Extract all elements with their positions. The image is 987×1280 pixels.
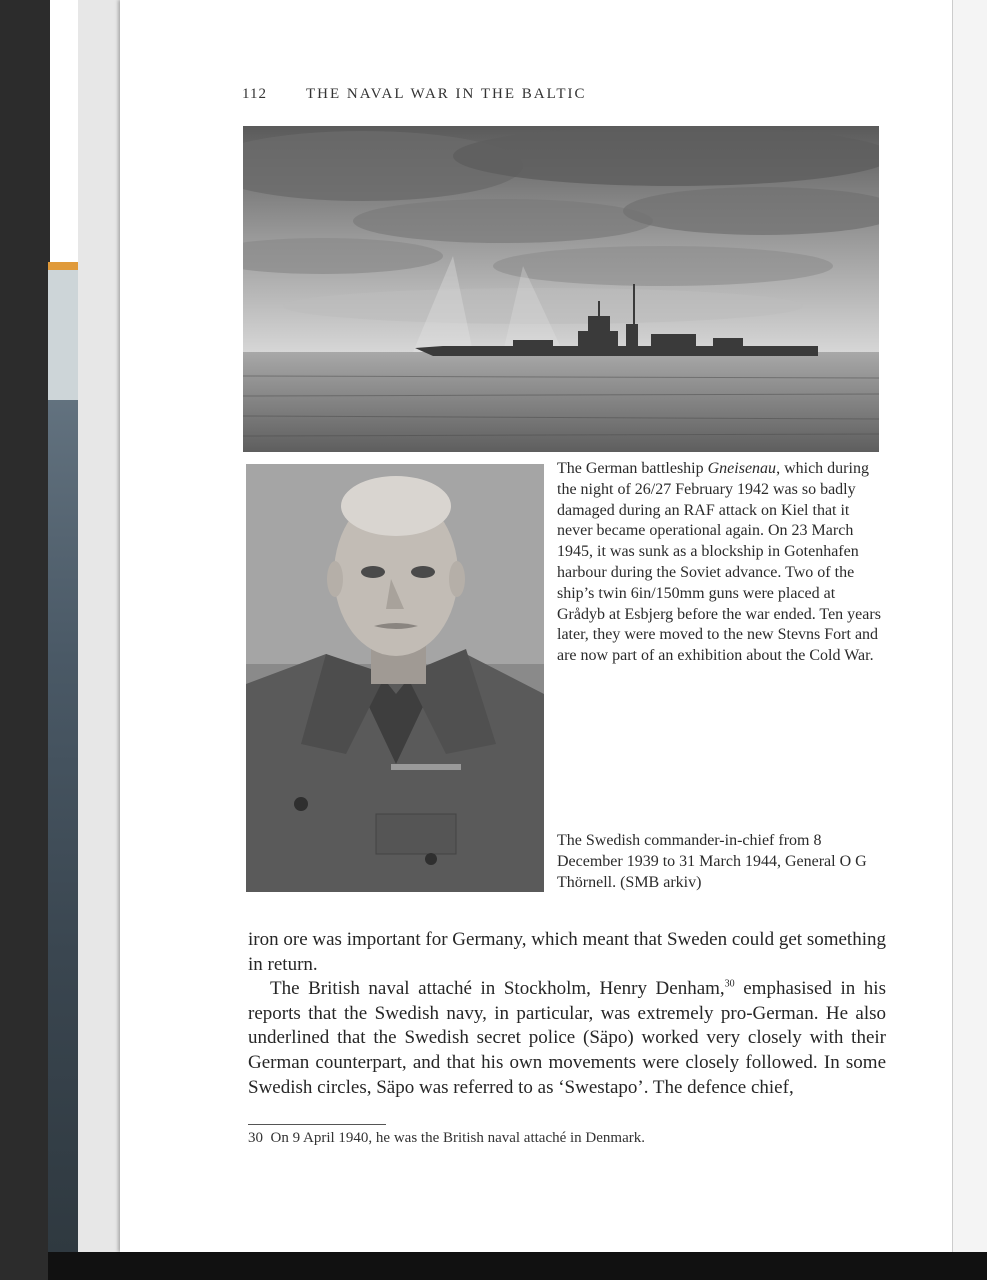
book-cover-edge-highlight [48, 270, 78, 400]
footnote [248, 1130, 886, 1147]
general-photo-caption: The Swedish commander-in-chief from 8 December 1939 to 31 March 1944, General O G Thörnell. (SMB arkiv) [557, 832, 867, 891]
footnote-number: 30 [248, 1130, 263, 1146]
body-text [248, 928, 886, 1100]
paragraph-2-text-start: The British naval attaché in Stockholm, Henry Denham, [270, 978, 725, 1000]
caption-text-rest: , which during the night of 26/27 February 1942 was so badly damaged during an RAF attack on Kiel that it never became operational again. On 23 March 1945, it was sunk as a blockship in Gotenhafen harbour during the Soviet advance. Two of the ship’s twin 6in/150mm guns were placed at Grådyb at Esbjerg before the war ended. Ten years later, they were moved to the new Stevns Fort and are now part of an exhibition about the Cold War. [557, 460, 881, 665]
body-paragraph-2 [248, 977, 886, 1100]
book-cover-edge [48, 262, 78, 1252]
page-number: 112 [242, 86, 267, 102]
book-cover-edge-band [48, 262, 78, 270]
scan-bottom-shadow [48, 1252, 987, 1280]
footnote-divider [248, 1124, 386, 1125]
body-paragraph-1: iron ore was important for Germany, which meant that Sweden could get something in return. [248, 929, 886, 975]
footnote-reference: 30 [724, 978, 735, 990]
caption-text-start: The German battleship [557, 460, 708, 477]
footnote-text: On 9 April 1940, he was the British naval attaché in Denmark. [270, 1130, 645, 1146]
running-head [242, 86, 882, 103]
facing-page-edge [952, 0, 987, 1256]
ship-name: Gneisenau [707, 460, 777, 477]
ship-photo-caption [557, 459, 887, 667]
battleship-photo [243, 126, 879, 452]
scan-left-shadow [0, 0, 50, 1280]
paragraph-2-text-rest: emphasised in his reports that the Swedish navy, in particular, was extremely pro-German. He also underlined that the Swedish secret police (Säpo) worked very closely with their German counterpart, and that his own movements were closely followed. In some Swedish circles, Säpo was referred to as ‘Swestapo’. The defence chief, [248, 978, 886, 1098]
general-portrait-photo [246, 464, 544, 892]
running-head-title: THE NAVAL WAR IN THE BALTIC [306, 86, 587, 102]
